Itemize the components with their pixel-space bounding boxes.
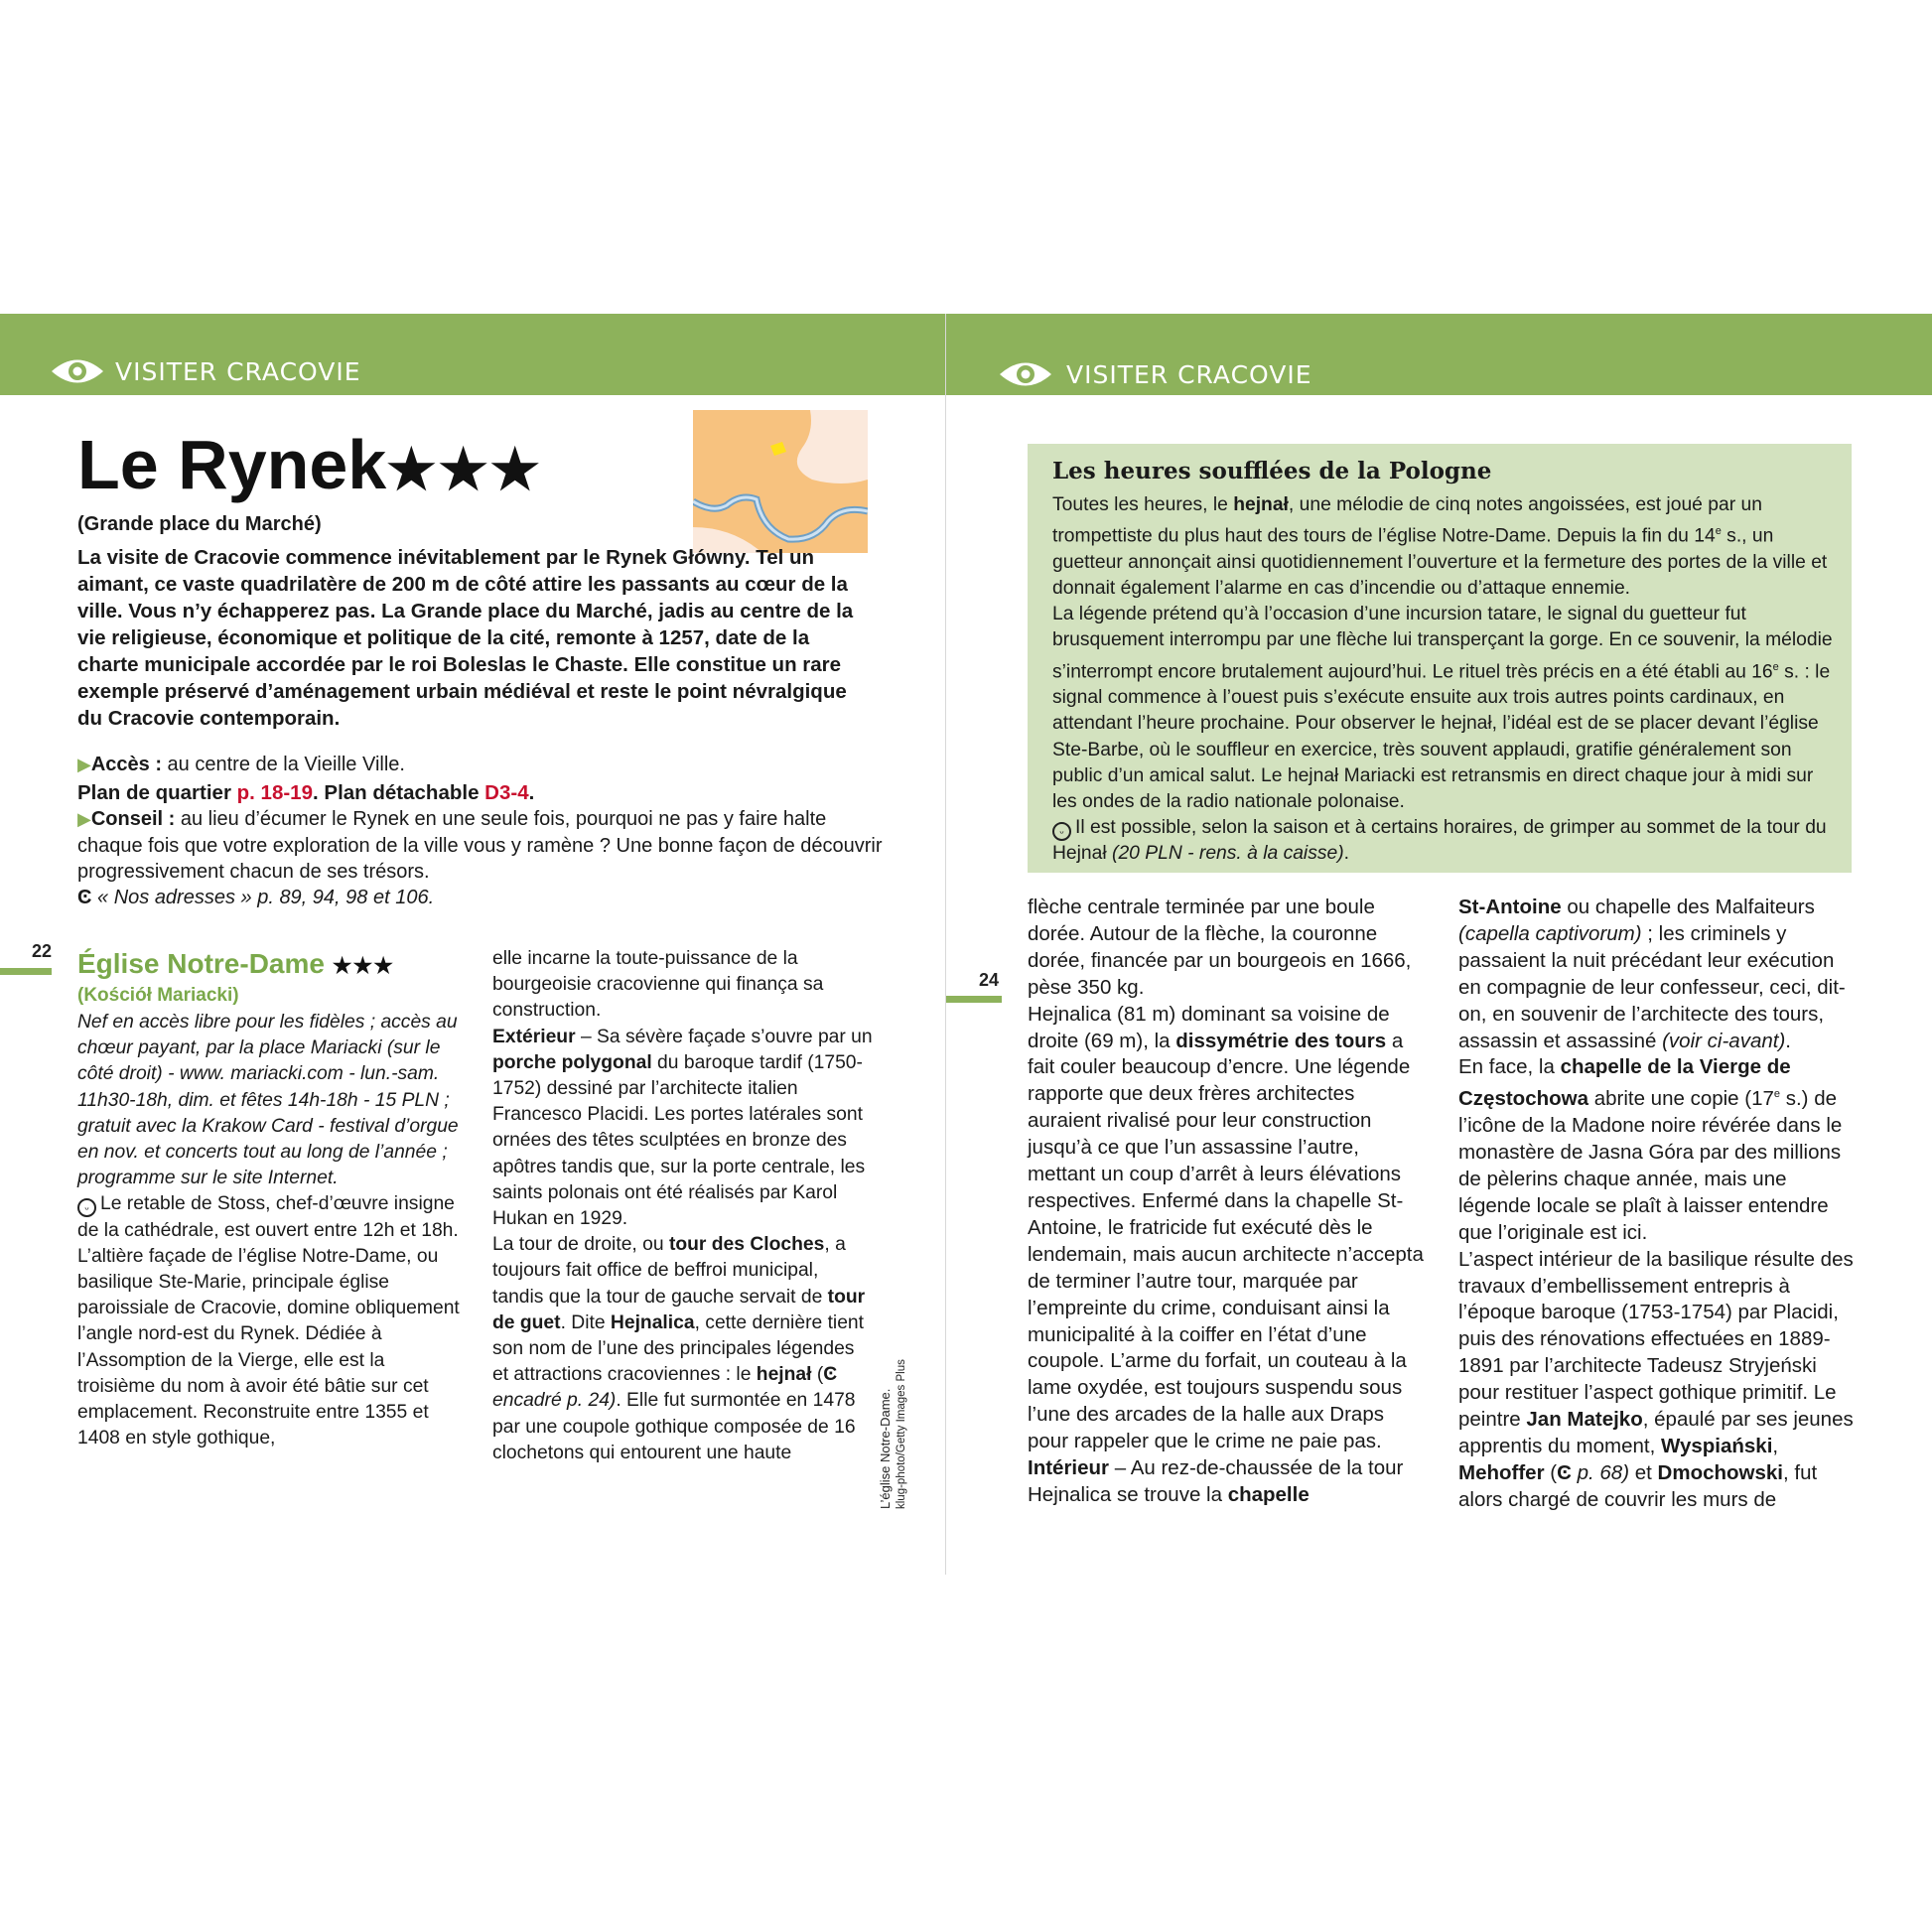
- smiley-icon: ᵕ: [77, 1198, 96, 1217]
- conseil-text: au lieu d’écumer le Rynek en une seule fois, pourquoi ne pas y faire halte chaque fois que votre exploration de la ville vous y ramène ? Une bonne façon de découvrir progressivement chacun de ses trésors.: [77, 808, 883, 883]
- photo-credit: L’église Notre-Dame. klug-photo/Getty Images Plus: [878, 1359, 907, 1509]
- page-gutter: [945, 314, 946, 1575]
- right-column-1: [1028, 895, 1425, 1509]
- opening-hours: Nef en accès libre pour les fidèles ; accès au chœur payant, par la place Mariacki (sur le côté droit) - www. mariacki.com - lun.-sam. 11h30-18h, dim. et fêtes 14h-18h - 15 PLN ; gratuit avec la Krakow Card - festival d’orgue en nov. et concerts tout au long de l’année ; programme sur le site Internet.: [77, 1012, 459, 1189]
- section-title: Église Notre-Dame ★★★: [77, 948, 394, 979]
- acces-text: au centre de la Vieille Ville.: [162, 754, 405, 775]
- adresses-reference: « Nos adresses » p. 89, 94, 98 et 106.: [91, 887, 435, 909]
- section-subtitle: (Kościół Mariacki): [77, 985, 239, 1006]
- page-number-bar: [946, 996, 1002, 1003]
- eye-icon: [998, 359, 1053, 389]
- plan-line: Plan de quartier p. 18-19. Plan détachable D3-4.: [77, 781, 535, 805]
- cross-reference-icon: Ͼ: [1557, 1460, 1572, 1484]
- conseil-label: Conseil :: [90, 808, 176, 831]
- section-header-left: VISITER CRACOVIE: [115, 357, 361, 386]
- intro-paragraph: La visite de Cracovie commence inévitablement par le Rynek Główny. Tel un aimant, ce vaste quadrilatère de 200 m de côté attire les passants au cœur de la ville. Vous n’y échapperez pas. La Grande place du Marché, jadis au centre de la vie religieuse, économique et politique de la cité, remonte à 1257, date de la charte municipale accordée par le roi Boleslas le Chaste. Elle constitue un rare exemple préservé d’aménagement urbain médiéval et reste le point névralgique du Cracovie contemporain.: [77, 546, 854, 730]
- page-number-right: 24: [979, 970, 1000, 990]
- locator-map: [693, 410, 868, 553]
- box-title: Les heures soufflées de la Pologne: [1052, 458, 1492, 484]
- interior-paragraph: Intérieur – Au rez-de-chaussée de la tour Hejnalica se trouve la chapelle: [1028, 1456, 1404, 1506]
- cross-reference-icon: Ͼ: [823, 1364, 838, 1386]
- rating-stars: ★★★: [332, 953, 394, 978]
- practical-info: [77, 752, 892, 910]
- page-number-bar: [0, 968, 52, 975]
- tip-paragraph: ᵕ Le retable de Stoss, chef-d’œuvre insigne de la cathédrale, est ouvert entre 12h et 18h.: [77, 1193, 459, 1241]
- body-paragraph: En face, la chapelle de la Vierge de Częstochowa abrite une copie (17e s.) de l’icône de la Madone noire révérée dans le monastère de Jasna Góra par des millions de pèlerins chaque année, mais une légende locale se plaît à laisser entendre que l’originale est ici.: [1458, 1055, 1843, 1244]
- body-paragraph: flèche centrale terminée par une boule dorée. Autour de la flèche, la couronne dorée, financée par un bourgeois en 1666, pèse 350 kg.: [1028, 896, 1412, 999]
- body-paragraph: St-Antoine ou chapelle des Malfaiteurs (capella captivorum) ; les criminels y passaient la nuit précédant leur exécution en compagnie de leur confesseur, ceci, dit-on, en souvenir de l’architecte des tours, assassin et assassiné (voir ci-avant).: [1458, 896, 1846, 1052]
- left-column-1: [77, 1010, 460, 1451]
- acces-label: Accès :: [90, 754, 162, 775]
- body-paragraph: L’aspect intérieur de la basilique résulte des travaux d’embellissement entrepris à l’époque baroque (1753-1754) par Placidi, puis des rénovations effectuées en 1889-1891 par l’architecte Tadeusz Stryjeński pour restituer l’aspect gothique primitif. Le peintre Jan Matejko, épaulé par ses jeunes apprentis du moment, Wyspiański, Mehoffer (Ͼ p. 68) et Dmochowski, fut alors chargé de couvrir les murs de: [1458, 1247, 1854, 1511]
- body-paragraph: L’altière façade de l’église Notre-Dame, ou basilique Ste-Marie, principale église paroissiale de Cracovie, domine obliquement l’angle nord-est du Rynek. Dédiée à l’Assomption de la Vierge, elle est la troisième du nom à avoir été bâtie sur cet emplacement. Reconstruite entre 1355 et 1408 en style gothique,: [77, 1245, 460, 1449]
- exterior-paragraph: Extérieur – Sa sévère façade s’ouvre par un porche polygonal du baroque tardif (1750-1752) dessiné par l’architecte italien Francesco Placidi. Les portes latérales sont ornées des têtes sculptées en bronze des apôtres tandis que, sur la porte centrale, les saints polonais ont été réalisés par Karol Hukan en 1929.: [492, 1026, 873, 1230]
- page-title: Le Rynek★★★: [77, 426, 542, 503]
- right-column-2: [1458, 895, 1856, 1514]
- page-number-left: 22: [32, 941, 53, 961]
- body-paragraph: Hejnalica (81 m) dominant sa voisine de droite (69 m), la dissymétrie des tours a fait couler beaucoup d’encre. Une légende rapporte que deux frères architectes auraient rivalisé pour leur construction jusqu’à ce que l’un assassine l’autre, mettant un coup d’arrêt à leurs élévations respectives. Enfermé dans la chapelle St-Antoine, le fratricide fut exécuté dès le lendemain, mais aucun architecte n’accepta de terminer l’autre tour, marquée par l’empreinte du crime, conduisant ainsi la municipalité à la coiffer en l’état d’une coupole. L’arme du forfait, un couteau à la lame oxydée, est toujours suspendu sous l’une des arcades de la halle aux Draps pour rappeler que le crime ne paie pas.: [1028, 1002, 1424, 1453]
- triangle-bullet-icon: ▶: [77, 809, 91, 830]
- triangle-bullet-icon: ▶: [77, 755, 91, 774]
- page-subtitle: (Grande place du Marché): [77, 513, 322, 535]
- smiley-icon: ᵕ: [1052, 822, 1071, 841]
- section-header-right: VISITER CRACOVIE: [1066, 360, 1312, 389]
- rating-stars: ★★★: [386, 438, 542, 500]
- eye-icon: [50, 356, 105, 386]
- left-column-2: [492, 946, 875, 1466]
- cross-reference-icon: Ͼ: [77, 887, 92, 909]
- plan-grid-link[interactable]: D3-4: [484, 781, 529, 805]
- plan-pages-link[interactable]: p. 18-19: [236, 781, 313, 805]
- box-body: Toutes les heures, le hejnał, une mélodie de cinq notes angoissées, est joué par un trompettiste du plus haut des tours de l’église Notre-Dame. Depuis la fin du 14e s., un guetteur annonçait ainsi quotidiennement l’ouverture et la fermeture des portes de la ville et donnait également l’alarme en cas d’incendie ou d’attaque ennemie. La légende prétend qu’à l’occasion d’une incursion tatare, le signal du guetteur fut brusquement interrompu par une flèche lui transperçant la gorge. En ce souvenir, la mélodie s’interrompt encore brutalement aujourd’hui. Le rituel très précis en a été établi au 16e s. : le signal commence à l’ouest puis s’exécute ensuite aux trois autres points cardinaux, en attendant l’heure prochaine. Pour observer le hejnał, l’idéal est de se placer devant l’église Ste-Barbe, où le souffleur en exercice, très souvent applaudi, gratifie généralement son public d’un amical salut. Le hejnał Mariacki est retransmis en direct chaque jour à midi sur les ondes de la radio nationale polonaise. ᵕ Il est possible, selon la saison et à certains horaires, de grimper au sommet de la tour du Hejnał (20 PLN - rens. à la caisse).: [1052, 494, 1833, 865]
- body-paragraph: elle incarne la toute-puissance de la bourgeoisie cracovienne qui finança sa construction.: [492, 948, 824, 1022]
- tower-paragraph: La tour de droite, ou tour des Cloches, a toujours fait office de beffroi municipal, tandis que la tour de gauche servait de tour de guet. Dite Hejnalica, cette dernière tient son nom de l’une des principales légendes et attractions cracoviennes : le hejnał (Ͼ encadré p. 24). Elle fut surmontée en 1478 par une coupole gothique composée de 16 clochetons qui entourent une haute: [492, 1234, 866, 1463]
